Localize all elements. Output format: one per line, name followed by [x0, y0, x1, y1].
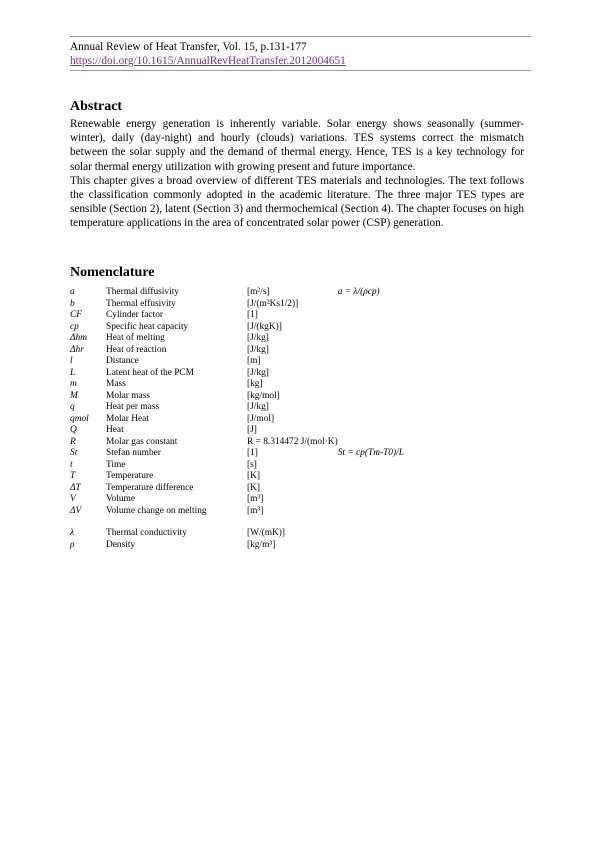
nomenclature-row [70, 528, 404, 540]
running-header [70, 36, 531, 71]
nomenclature-row [70, 494, 404, 506]
nomenclature-unit: [W/(mK)] [247, 528, 286, 538]
nomenclature-unit: [m²/s] [247, 287, 270, 297]
nomenclature-unit: [J/kg] [247, 367, 269, 378]
nomenclature-row [70, 425, 404, 437]
abstract-title: Abstract [70, 99, 123, 114]
nomenclature-symbol: L [70, 367, 76, 378]
nomenclature-symbol: CF [70, 310, 82, 320]
nomenclature-row [70, 437, 404, 449]
nomenclature-row [70, 287, 404, 299]
nomenclature-unit: [J/kg] [247, 333, 269, 343]
nomenclature-note [338, 391, 404, 403]
nomenclature-note [338, 379, 404, 391]
nomenclature-symbol: V [70, 494, 76, 504]
nomenclature-row [70, 483, 404, 495]
nomenclature-unit: [J] [247, 425, 257, 435]
nomenclature-symbol: Q [70, 425, 77, 435]
nomenclature-description: Distance [106, 356, 139, 366]
nomenclature-description: Molar Heat [106, 413, 149, 424]
nomenclature-symbol: T [70, 471, 76, 481]
nomenclature-note: St = cp(Tm-T0)/L [337, 448, 404, 458]
nomenclature-unit: [K] [247, 471, 261, 481]
nomenclature-note [338, 299, 404, 311]
nomenclature-unit: [1] [247, 310, 258, 320]
nomenclature-description: Temperature difference [106, 482, 194, 493]
nomenclature-symbol: R [70, 436, 76, 447]
nomenclature-row [70, 379, 404, 391]
nomenclature-description: Volume [106, 494, 135, 504]
nomenclature-symbol: qmol [70, 413, 89, 424]
nomenclature-note [338, 460, 404, 472]
nomenclature-unit: [J/(m²Ks1/2)] [247, 298, 299, 309]
nomenclature-symbol: λ [70, 528, 75, 538]
nomenclature-symbol: ΔV [70, 505, 82, 516]
nomenclature-note [338, 322, 404, 334]
nomenclature-description: Heat per mass [106, 402, 160, 412]
abstract-body [70, 117, 524, 231]
nomenclature-symbol: M [70, 390, 78, 401]
nomenclature-description: Heat [106, 425, 124, 435]
nomenclature-description: Density [106, 539, 136, 550]
nomenclature-symbol: m [70, 379, 77, 389]
nomenclature-row [70, 402, 404, 414]
nomenclature-unit: [m] [247, 356, 261, 366]
nomenclature-note [338, 425, 404, 437]
nomenclature-unit: [kg/m³] [247, 539, 276, 550]
nomenclature-symbol: t [70, 459, 73, 470]
nomenclature-description: Molar gas constant [106, 436, 178, 447]
nomenclature-note [338, 414, 404, 426]
nomenclature-symbol: Δhr [70, 344, 84, 355]
nomenclature-note [338, 494, 404, 506]
nomenclature-symbol: Δhm [70, 333, 87, 343]
nomenclature-row [70, 391, 404, 403]
nomenclature-description: Time [106, 459, 126, 470]
nomenclature-note [338, 345, 404, 357]
nomenclature-unit: [kg] [247, 379, 263, 389]
nomenclature-symbol: ΔT [70, 482, 81, 493]
nomenclature-description: Specific heat capacity [106, 321, 189, 332]
nomenclature-note [338, 402, 404, 414]
nomenclature-symbol: cp [70, 321, 79, 332]
nomenclature-description: Heat of reaction [106, 344, 167, 355]
nomenclature-unit: [J/mol] [247, 413, 275, 424]
nomenclature-row [70, 448, 404, 460]
nomenclature-unit: [kg/mol] [247, 390, 280, 401]
nomenclature-spacer [70, 517, 404, 528]
abstract-paragraph-2: This chapter gives a broad overview of different TES materials and technologies. The text follows the classification commonly adopted in the academic literature. The three major TES types are sensible (Section 2), latent (Section 3) and thermochemical (Section 4). The chapter focuses on high temperature applications in the area of concentrated solar power (CSP) generation. [70, 174, 524, 230]
nomenclature-unit: [J/(kgK)] [247, 321, 282, 332]
nomenclature-note [338, 528, 404, 540]
nomenclature-description: Molar mass [106, 390, 151, 401]
nomenclature-description: Volume change on melting [106, 505, 207, 516]
nomenclature-unit: [1] [247, 448, 258, 458]
nomenclature-symbol: a [70, 287, 75, 297]
nomenclature-description: Thermal conductivity [106, 528, 187, 538]
nomenclature-row [70, 310, 404, 322]
nomenclature-symbol: St [70, 448, 78, 458]
nomenclature-symbol: l [70, 356, 73, 366]
nomenclature-row [70, 368, 404, 380]
journal-citation: Annual Review of Heat Transfer, Vol. 15, p.131-177 [70, 41, 307, 53]
nomenclature-unit: [s] [247, 459, 257, 470]
nomenclature-description: Mass [106, 379, 126, 389]
nomenclature-title: Nomenclature [70, 265, 155, 280]
abstract-paragraph-1: Renewable energy generation is inherently variable. Solar energy shows seasonally (summer-winter), daily (day-night) and hourly (clouds) variations. TES systems correct the mismatch between the solar supply and the demand of thermal energy. Hence, TES is a key technology for solar thermal energy utilization with growing present and future importance. [70, 118, 524, 173]
nomenclature-symbol: b [70, 298, 75, 309]
nomenclature-description: Heat of melting [106, 333, 165, 343]
nomenclature-row [70, 345, 404, 357]
nomenclature-row [70, 299, 404, 311]
nomenclature-row [70, 356, 404, 368]
nomenclature-unit: [m³] [247, 494, 264, 504]
nomenclature-list [70, 287, 530, 551]
nomenclature-symbol: ρ [70, 539, 75, 550]
nomenclature-row [70, 460, 404, 472]
nomenclature-description: Latent heat of the PCM [106, 367, 195, 378]
nomenclature-note [338, 368, 404, 380]
nomenclature-row [70, 540, 404, 552]
nomenclature-description: Stefan number [106, 448, 161, 458]
nomenclature-note [338, 506, 404, 518]
nomenclature-note [338, 437, 404, 449]
nomenclature-description: Cylinder factor [106, 310, 164, 320]
nomenclature-unit: [J/kg] [247, 344, 269, 355]
nomenclature-row [70, 471, 404, 483]
nomenclature-unit: [K] [247, 482, 261, 493]
nomenclature-row [70, 322, 404, 334]
nomenclature-unit: [m³] [247, 505, 264, 516]
nomenclature-row [70, 414, 404, 426]
nomenclature-row [70, 333, 404, 345]
nomenclature-unit: [J/kg] [247, 402, 269, 412]
nomenclature-unit: R = 8.314472 J/(mol·K) [247, 436, 338, 447]
nomenclature-note [338, 333, 404, 345]
nomenclature-description: Temperature [106, 471, 154, 481]
nomenclature-note [338, 356, 404, 368]
nomenclature-note [338, 310, 404, 322]
nomenclature-description: Thermal diffusivity [106, 287, 179, 297]
nomenclature-note [338, 483, 404, 495]
nomenclature-symbol: q [70, 402, 75, 412]
nomenclature-note: a = λ/(ρcp) [337, 287, 380, 297]
nomenclature-note [338, 540, 404, 552]
nomenclature-row [70, 506, 404, 518]
doi-link[interactable]: https://doi.org/10.1615/AnnualRevHeatTransfer.2012004651 [70, 55, 346, 67]
nomenclature-note [338, 471, 404, 483]
nomenclature-description: Thermal effusivity [106, 298, 176, 309]
